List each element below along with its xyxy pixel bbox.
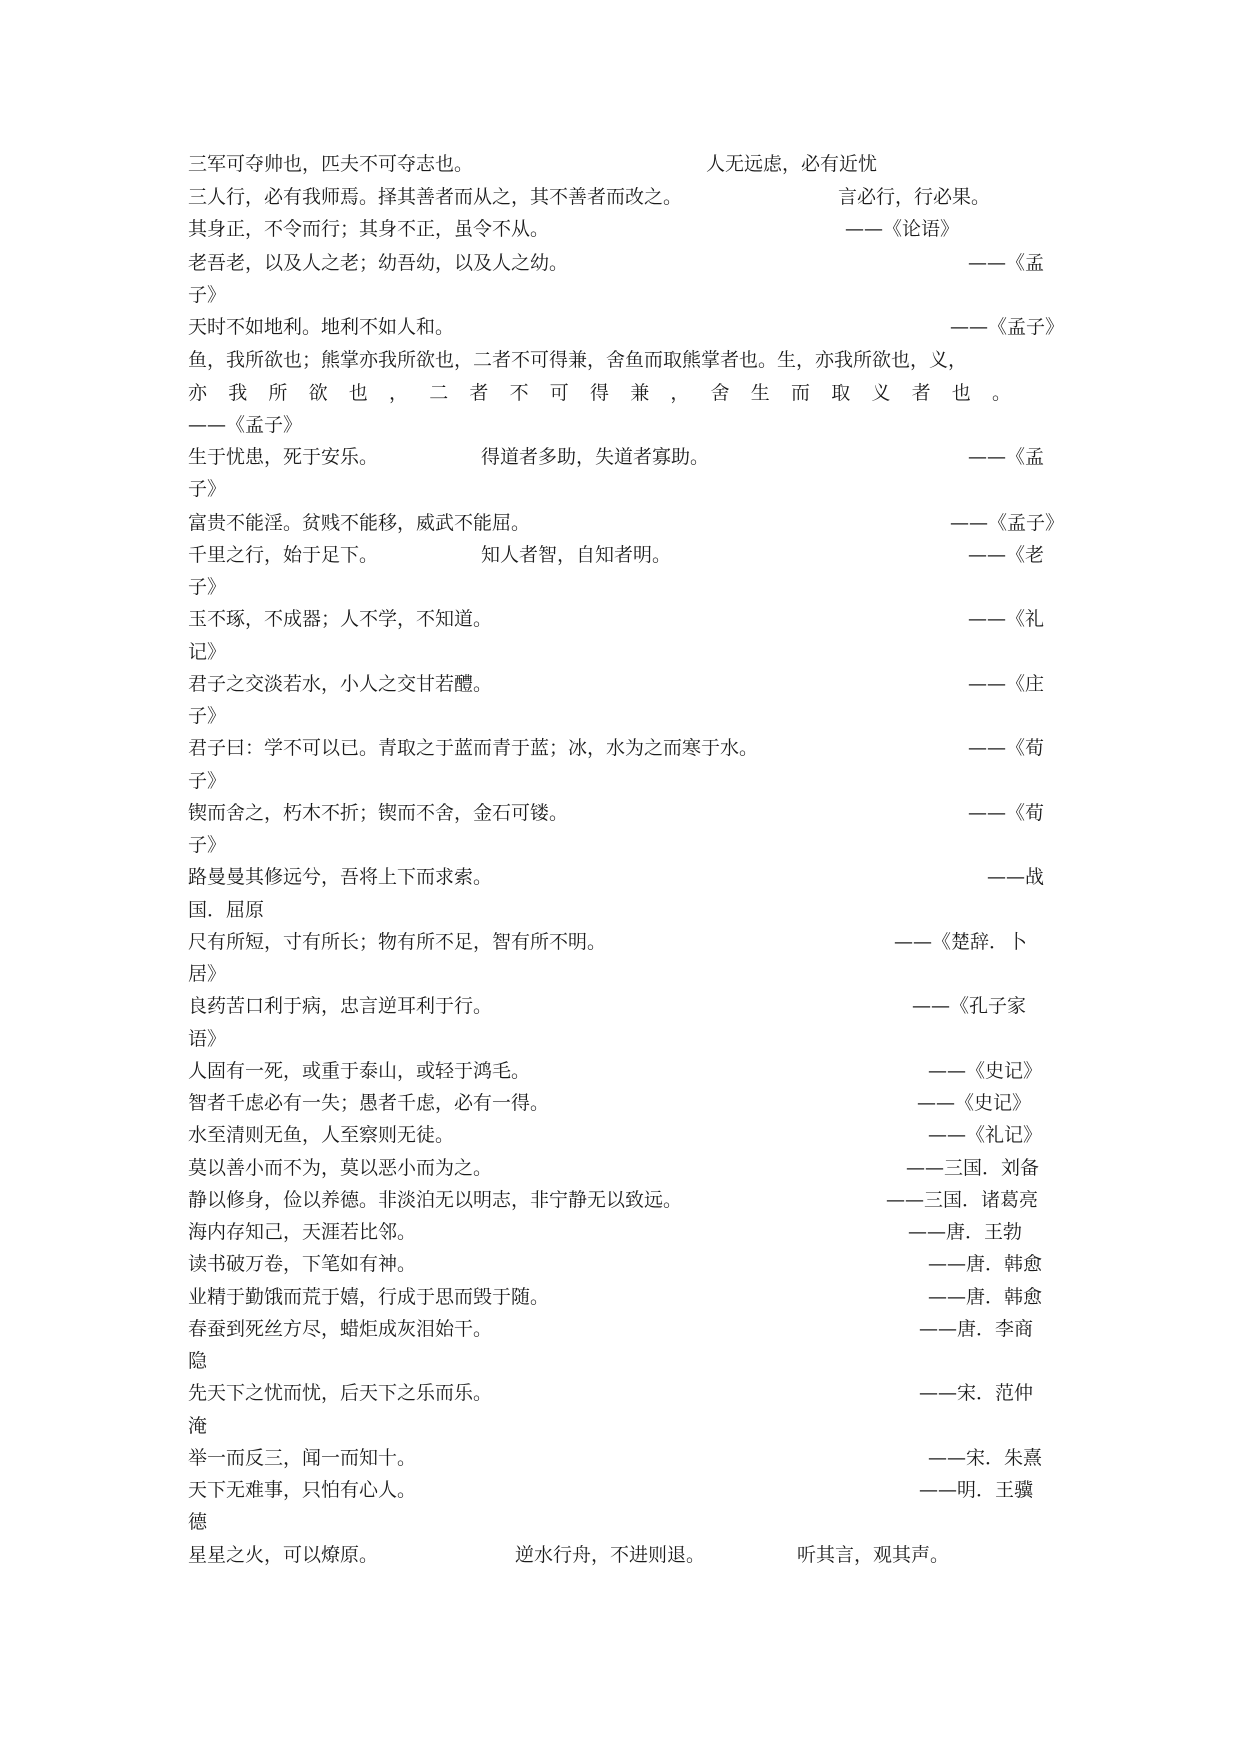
quote-source: ——《孟子》	[950, 512, 1065, 534]
quote-source: ——《荀	[968, 737, 1045, 759]
quote-source: ——《孟子》	[950, 316, 1065, 338]
quote-line: 逆水行舟，不进则退。	[515, 1544, 706, 1566]
quote-source: ——宋．范仲	[919, 1382, 1034, 1404]
quote-line: 举一而反三，闻一而知十。	[188, 1447, 417, 1469]
quote-source: 居》	[188, 963, 227, 985]
quote-line: 锲而舍之，朽木不折；锲而不舍，金石可镂。	[188, 802, 569, 824]
quote-source: ——唐．王勃	[908, 1221, 1023, 1243]
quote-line: 富贵不能淫。贫贱不能移，威武不能屈。	[188, 512, 531, 534]
quote-line: 静以修身，俭以养德。非淡泊无以明志，非宁静无以致远。	[188, 1189, 683, 1211]
quote-source: 记》	[188, 641, 227, 663]
quote-line: 得道者多助，失道者寡助。	[481, 446, 710, 468]
quote-source: 国．屈原	[188, 899, 265, 921]
quote-line: 其身正，不令而行；其身不正，虽令不从。	[188, 218, 550, 240]
quote-source: ——《荀	[968, 802, 1045, 824]
quote-source: ——唐．韩愈	[928, 1286, 1043, 1308]
quote-line: 听其言，观其声。	[797, 1544, 950, 1566]
quote-source: ——《孔子家	[912, 995, 1027, 1017]
quote-source: 淹	[188, 1415, 208, 1437]
quote-source: 隐	[188, 1350, 208, 1372]
quote-source: ——唐．李商	[919, 1318, 1034, 1340]
quote-line: 三人行，必有我师焉。择其善者而从之，其不善者而改之。	[188, 186, 683, 208]
quote-line: 君子之交淡若水，小人之交甘若醴。	[188, 673, 493, 695]
quote-source: ——三国．诸葛亮	[886, 1189, 1039, 1211]
quote-line: 老吾老，以及人之老；幼吾幼，以及人之幼。	[188, 252, 569, 274]
quote-source: ——《论语》	[845, 218, 960, 240]
quote-source: 子》	[188, 770, 227, 792]
quote-line: 玉不琢，不成器；人不学，不知道。	[188, 608, 493, 630]
quote-source: ——《礼	[968, 608, 1045, 630]
quote-source: 子》	[188, 576, 227, 598]
quote-source: ——《孟	[968, 446, 1045, 468]
quote-source: ——《史记》	[917, 1092, 1032, 1114]
quote-line: 莫以善小而不为，莫以恶小而为之。	[188, 1157, 493, 1179]
quote-source: 语》	[188, 1028, 227, 1050]
quote-line: 鱼，我所欲也；熊掌亦我所欲也，二者不可得兼，舍鱼而取熊掌者也。生，亦我所欲也，义，	[188, 349, 968, 371]
quote-line: 尺有所短，寸有所长；物有所不足，智有所不明。	[188, 931, 607, 953]
quote-line: 水至清则无鱼，人至察则无徒。	[188, 1124, 455, 1146]
quote-line: 三军可夺帅也，匹夫不可夺志也。	[188, 153, 474, 175]
quote-line: 星星之火，可以燎原。	[188, 1544, 379, 1566]
quote-source: ——《礼记》	[928, 1124, 1043, 1146]
quote-line: 春蚕到死丝方尽，蜡炬成灰泪始干。	[188, 1318, 493, 1340]
quote-line: 路曼曼其修远兮，吾将上下而求索。	[188, 866, 493, 888]
quote-source: ——《孟	[968, 252, 1045, 274]
quote-source: 子》	[188, 834, 227, 856]
quote-source: ——《庄	[968, 673, 1045, 695]
quote-line: 亦我所欲也，二者不可得兼，舍生而取义者也。	[188, 382, 1033, 404]
quote-source: ——《老	[968, 544, 1045, 566]
quote-line: 千里之行，始于足下。	[188, 544, 379, 566]
quote-source: ——三国．刘备	[906, 1157, 1040, 1179]
quote-line: 人固有一死，或重于泰山，或轻于鸿毛。	[188, 1060, 531, 1082]
quote-source: 子》	[188, 705, 227, 727]
quote-source: ——明．王骥	[919, 1479, 1034, 1501]
quote-source: 德	[188, 1511, 208, 1533]
quote-source: ——《史记》	[928, 1060, 1043, 1082]
quote-line: 生于忧患，死于安乐。	[188, 446, 379, 468]
quote-line: 业精于勤饿而荒于嬉，行成于思而毁于随。	[188, 1286, 550, 1308]
quote-line: 海内存知己，天涯若比邻。	[188, 1221, 417, 1243]
quote-line: 天时不如地利。地利不如人和。	[188, 316, 455, 338]
quote-source: 子》	[188, 284, 227, 306]
quote-line: 良药苦口利于病，忠言逆耳利于行。	[188, 995, 493, 1017]
quote-source: 子》	[188, 478, 227, 500]
quote-line: 读书破万卷，下笔如有神。	[188, 1253, 417, 1275]
quote-line: 人无远虑，必有近忧	[706, 153, 878, 175]
quote-line: 言必行，行必果。	[838, 186, 991, 208]
quote-line: 智者千虑必有一失；愚者千虑，必有一得。	[188, 1092, 550, 1114]
quote-source: ——《孟子》	[188, 414, 303, 436]
quote-source: ——宋．朱熹	[928, 1447, 1043, 1469]
quote-line: 天下无难事，只怕有心人。	[188, 1479, 417, 1501]
quote-line: 先天下之忧而忧，后天下之乐而乐。	[188, 1382, 493, 1404]
quote-source: ——《楚辞．卜	[894, 931, 1028, 953]
quote-source: ——唐．韩愈	[928, 1253, 1043, 1275]
quote-source: ——战	[987, 866, 1045, 888]
quote-line: 君子曰：学不可以已。青取之于蓝而青于蓝；冰，水为之而寒于水。	[188, 737, 759, 759]
quote-line: 知人者智，自知者明。	[481, 544, 672, 566]
